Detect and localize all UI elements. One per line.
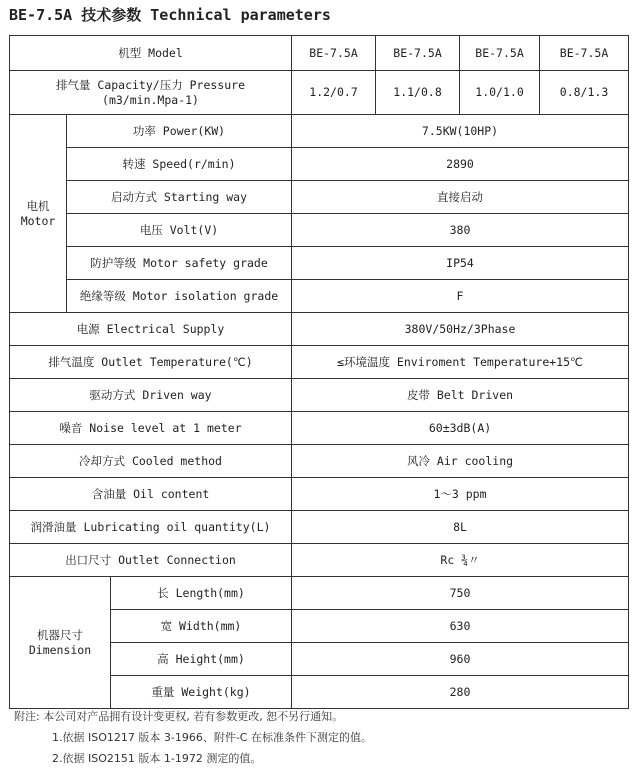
row-value: 2890 — [292, 148, 629, 181]
table-row — [10, 247, 629, 280]
row-value: 60±3dB(A) — [292, 412, 629, 445]
model-cell: BE-7.5A — [376, 36, 460, 71]
row-label: 高 Height(mm) — [111, 643, 292, 676]
motor-group-label-line1: 电机 — [26, 198, 50, 213]
capacity-value: 1.2/0.7 — [292, 71, 376, 115]
row-label: 防护等级 Motor safety grade — [67, 247, 292, 280]
row-label: 宽 Width(mm) — [111, 610, 292, 643]
table-row — [10, 115, 629, 148]
row-label: 电源 Electrical Supply — [10, 313, 292, 346]
row-value: F — [292, 280, 629, 313]
footnotes — [14, 706, 372, 769]
row-value: 380V/50Hz/3Phase — [292, 313, 629, 346]
row-label: 冷却方式 Cooled method — [10, 445, 292, 478]
dimension-group-label-line2: Dimension — [28, 642, 92, 657]
table-row — [10, 313, 629, 346]
model-cell: BE-7.5A — [292, 36, 376, 71]
row-value: 风冷 Air cooling — [292, 445, 629, 478]
capacity-label-line1: 排气量 Capacity/压力 Pressure — [55, 77, 246, 92]
dimension-group-label-line1: 机器尺寸 — [37, 627, 83, 642]
row-value: Rc ¾〃 — [292, 544, 629, 577]
capacity-label-line2: (m3/min.Mpa-1) — [102, 92, 199, 107]
row-value: 280 — [292, 676, 629, 709]
row-label: 出口尺寸 Outlet Connection — [10, 544, 292, 577]
footnote-line: 1.依据 ISO1217 版本 3-1966、附件-C 在标准条件下测定的值。 — [52, 731, 372, 744]
row-label: 转速 Speed(r/min) — [67, 148, 292, 181]
table-row — [10, 148, 629, 181]
row-label: 功率 Power(KW) — [67, 115, 292, 148]
capacity-value: 1.1/0.8 — [376, 71, 460, 115]
table-row — [10, 280, 629, 313]
row-label: 重量 Weight(kg) — [111, 676, 292, 709]
table-row — [10, 445, 629, 478]
row-label: 含油量 Oil content — [10, 478, 292, 511]
row-label: 启动方式 Starting way — [67, 181, 292, 214]
row-label: 电压 Volt(V) — [67, 214, 292, 247]
row-value: 380 — [292, 214, 629, 247]
row-label: 噪音 Noise level at 1 meter — [10, 412, 292, 445]
motor-group-label — [10, 115, 67, 313]
page-title: BE-7.5A 技术参数 Technical parameters — [9, 6, 331, 24]
row-value: 皮带 Belt Driven — [292, 379, 629, 412]
model-cell: BE-7.5A — [460, 36, 540, 71]
capacity-row — [10, 71, 629, 115]
row-label: 驱动方式 Driven way — [10, 379, 292, 412]
table-row — [10, 577, 629, 610]
row-label: 排气温度 Outlet Temperature(℃) — [10, 346, 292, 379]
table-row — [10, 511, 629, 544]
row-value: 750 — [292, 577, 629, 610]
table-row — [10, 181, 629, 214]
table-row — [10, 346, 629, 379]
table-row — [10, 478, 629, 511]
row-value: 1～3 ppm — [292, 478, 629, 511]
capacity-value: 1.0/1.0 — [460, 71, 540, 115]
capacity-label — [10, 71, 292, 115]
row-value: IP54 — [292, 247, 629, 280]
table-row — [10, 214, 629, 247]
table-row — [10, 412, 629, 445]
row-label: 绝缘等级 Motor isolation grade — [67, 280, 292, 313]
row-value: 960 — [292, 643, 629, 676]
parameters-table — [9, 35, 629, 709]
motor-group-label-line2: Motor — [20, 213, 56, 228]
row-label: 长 Length(mm) — [111, 577, 292, 610]
table-header-row — [10, 36, 629, 71]
capacity-value: 0.8/1.3 — [540, 71, 629, 115]
table-row — [10, 544, 629, 577]
row-value: 7.5KW(10HP) — [292, 115, 629, 148]
table-row — [10, 379, 629, 412]
footnote-line: 附注: 本公司对产品拥有设计变更权, 若有参数更改, 恕不另行通知。 — [14, 710, 344, 723]
row-label: 润滑油量 Lubricating oil quantity(L) — [10, 511, 292, 544]
model-cell: BE-7.5A — [540, 36, 629, 71]
model-label: 机型 Model — [10, 36, 292, 71]
footnote-line: 2.依据 ISO2151 版本 1-1972 测定的值。 — [52, 752, 262, 765]
row-value: 直接启动 — [292, 181, 629, 214]
row-value: 630 — [292, 610, 629, 643]
row-value: ≤环境温度 Enviroment Temperature+15℃ — [292, 346, 629, 379]
row-value: 8L — [292, 511, 629, 544]
dimension-group-label — [10, 577, 111, 709]
